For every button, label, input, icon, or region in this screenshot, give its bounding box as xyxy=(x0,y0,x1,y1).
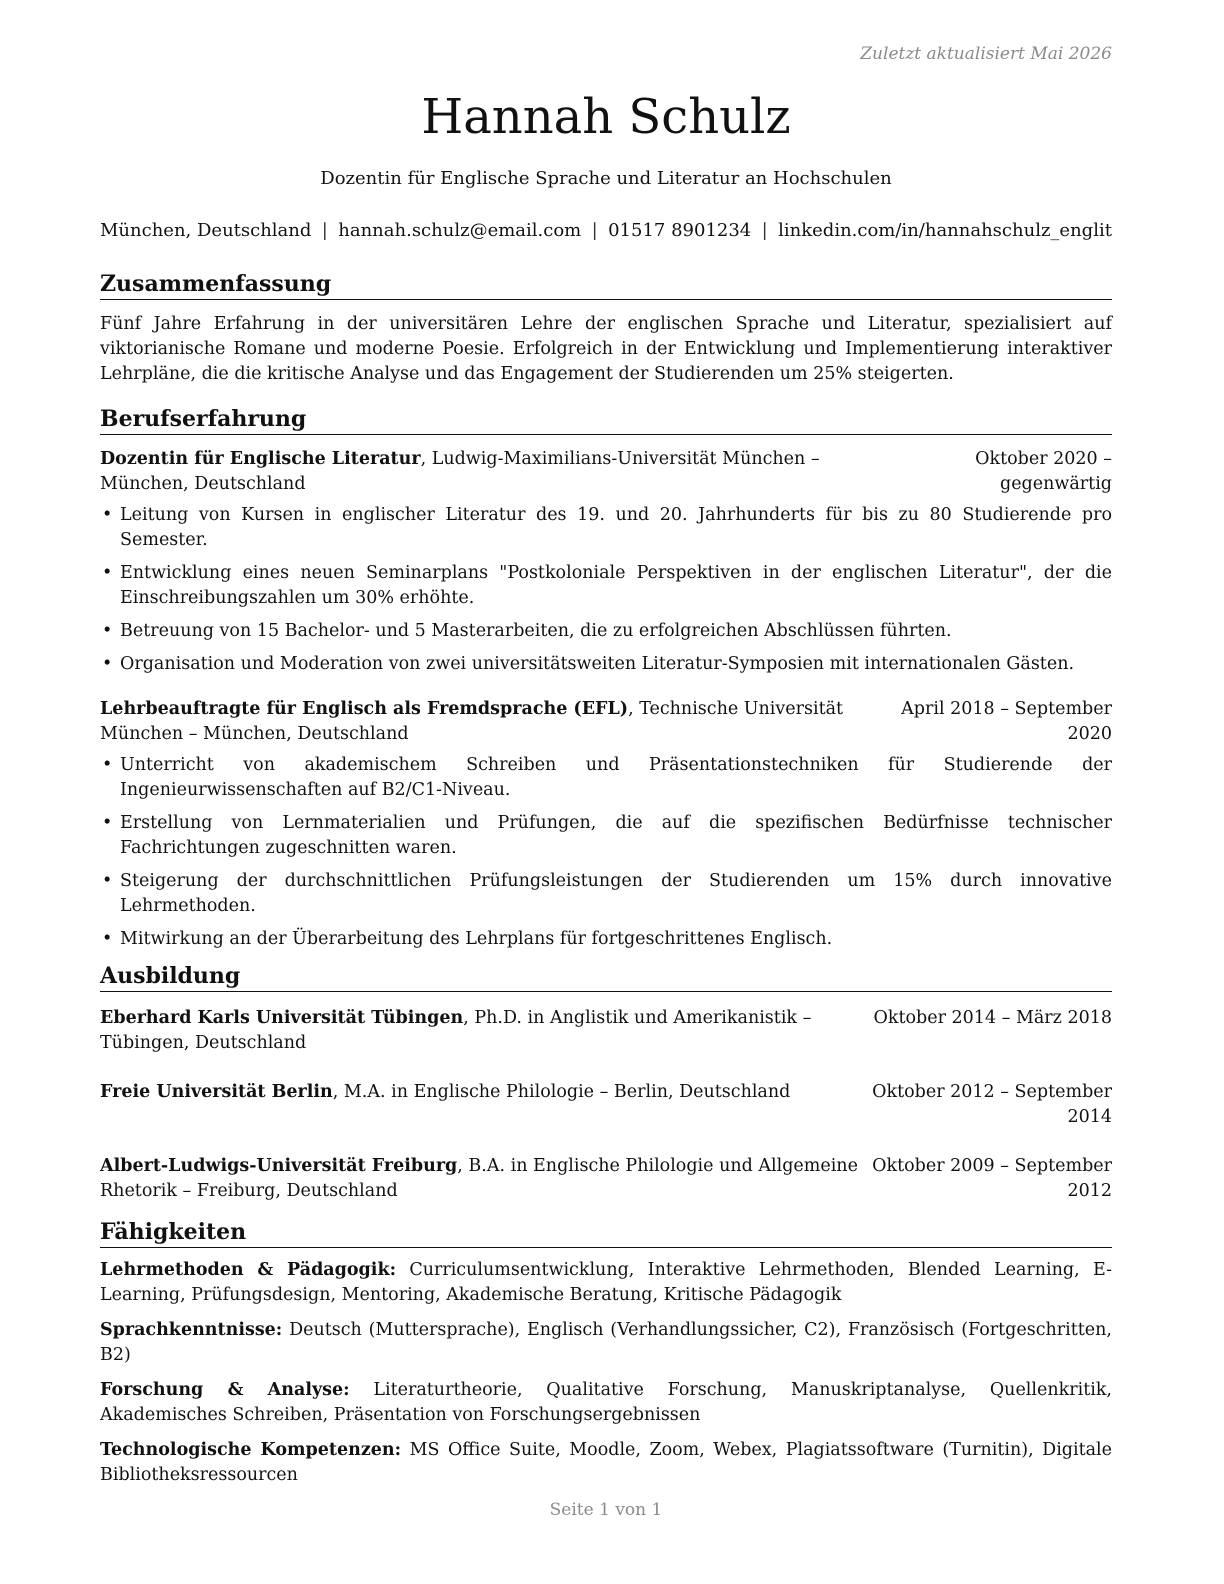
bullet-icon: • xyxy=(102,929,113,949)
job-role: Dozentin für Englische Literatur xyxy=(100,449,421,469)
job-role: Lehrbeauftragte für Englisch als Fremdsprache (EFL) xyxy=(100,699,629,719)
skill-row xyxy=(100,1438,1112,1488)
education-degree: , M.A. in Englische Philologie – Berlin, Deutschland xyxy=(332,1082,791,1102)
bullet-icon: • xyxy=(102,755,113,775)
contact-phone: 01517 8901234 xyxy=(608,220,752,241)
skill-label: Technologische Kompetenzen: xyxy=(100,1440,402,1460)
resume-content xyxy=(100,270,1112,1488)
education-degree: , B.A. in Englische Philologie und Allgemeine Rhetorik – Freiburg, Deutschland xyxy=(100,1156,858,1201)
list-item: • Leitung von Kursen in englischer Literatur des 19. und 20. Jahrhunderts für bis zu 80 Studierende pro Semester. xyxy=(102,505,1112,550)
skill-text: Deutsch (Muttersprache), Englisch (Verhandlungssicher, C2), Französisch (Fortgeschritten, B2) xyxy=(100,1320,1112,1365)
job-entry xyxy=(100,697,1112,952)
list-item: • Entwicklung eines neuen Seminarplans "Postkoloniale Perspektiven in der englischen Literatur", der die Einschreibungszahlen um 30% erhöhte. xyxy=(102,563,1112,608)
contact-line xyxy=(100,218,1112,244)
contact-separator: | xyxy=(761,220,768,241)
job-dates: Oktober 2020 – gegenwärtig xyxy=(975,449,1112,494)
list-item: • Steigerung der durchschnittlichen Prüfungsleistungen der Studierenden um 15% durch innovative Lehrmethoden. xyxy=(102,871,1112,916)
list-item: • Betreuung von 15 Bachelor- und 5 Masterarbeiten, die zu erfolgreichen Abschlüssen führten. xyxy=(100,619,1112,644)
job-dates: April 2018 – September 2020 xyxy=(901,699,1112,744)
skill-text: Literaturtheorie, Qualitative Forschung, Manuskriptanalyse, Quellenkritik, Akademisches Schreiben, Präsentation von Forschungsergebnissen xyxy=(100,1380,1112,1425)
contact-email[interactable]: hannah.schulz@email.com xyxy=(338,220,582,241)
job-header xyxy=(100,447,1112,497)
bullet-icon: • xyxy=(102,813,113,833)
skills-list xyxy=(100,1258,1112,1488)
summary-text: Fünf Jahre Erfahrung in der universitären Lehre der englischen Sprache und Literatur, spezialisiert auf viktorianische Romane und moderne Poesie. Erfolgreich in der Entwicklung und Implementierung interaktiver Lehrpläne, die die kritische Analyse und das Engagement der Studierenden um 25% steigerten. xyxy=(100,314,1112,384)
skill-label: Sprachkenntnisse: xyxy=(100,1320,283,1340)
job-entry xyxy=(100,447,1112,677)
education-school: Freie Universität Berlin xyxy=(100,1082,333,1102)
list-item: • Mitwirkung an der Überarbeitung des Lehrplans für fortgeschrittenes Englisch. xyxy=(100,927,1112,952)
skill-label: Forschung & Analyse: xyxy=(100,1380,350,1400)
skill-label: Lehrmethoden & Pädagogik: xyxy=(100,1260,397,1280)
section-title-summary: Zusammenfassung xyxy=(100,270,1112,300)
job-bullets xyxy=(100,753,1112,952)
bullet-icon: • xyxy=(102,563,113,583)
skill-row xyxy=(100,1318,1112,1368)
contact-linkedin[interactable]: linkedin.com/in/hannahschulz_englit xyxy=(778,220,1112,241)
education-entry xyxy=(100,1006,1112,1056)
job-bullets xyxy=(100,503,1112,677)
education-dates: Oktober 2009 – September 2012 xyxy=(872,1156,1112,1201)
job-employer: , Ludwig-Maximilians-Universität München – München, Deutschland xyxy=(100,449,820,494)
education-degree: , Ph.D. in Anglistik und Amerikanistik – Tübingen, Deutschland xyxy=(100,1008,812,1053)
bullet-icon: • xyxy=(102,505,113,525)
job-title: Dozentin für Englische Sprache und Literatur an Hochschulen xyxy=(320,168,892,189)
skill-text: Curriculumsentwicklung, Interaktive Lehrmethoden, Blended Learning, E-Learning, Prüfungsdesign, Mentoring, Akademische Beratung, Kritische Pädagogik xyxy=(100,1260,1112,1305)
contact-separator: | xyxy=(321,220,328,241)
section-title-skills: Fähigkeiten xyxy=(100,1218,1112,1248)
education-entry xyxy=(100,1154,1112,1204)
contact-separator: | xyxy=(591,220,598,241)
contact-location: München, Deutschland xyxy=(100,220,312,241)
bullet-icon: • xyxy=(102,621,113,641)
list-item: • Erstellung von Lernmaterialien und Prüfungen, die auf die spezifischen Bedürfnisse technischer Fachrichtungen zugeschnitten waren. xyxy=(102,813,1112,858)
education-dates: Oktober 2014 – März 2018 xyxy=(873,1008,1112,1028)
education-entry xyxy=(100,1080,1112,1130)
last-updated: Zuletzt aktualisiert Mai 2026 xyxy=(860,44,1112,64)
bullet-icon: • xyxy=(102,871,113,891)
education-dates: Oktober 2012 – September 2014 xyxy=(872,1082,1112,1127)
education-school: Eberhard Karls Universität Tübingen xyxy=(100,1008,464,1028)
job-header xyxy=(100,697,1112,747)
section-title-experience: Berufserfahrung xyxy=(100,405,1112,435)
section-title-education: Ausbildung xyxy=(100,962,1112,992)
list-item: • Organisation und Moderation von zwei universitätsweiten Literatur-Symposien mit internationalen Gästen. xyxy=(100,652,1112,677)
page-number: Seite 1 von 1 xyxy=(549,1500,663,1520)
skill-row xyxy=(100,1258,1112,1308)
skill-row xyxy=(100,1378,1112,1428)
skill-text: MS Office Suite, Moodle, Zoom, Webex, Plagiatssoftware (Turnitin), Digitale Bibliotheksressourcen xyxy=(100,1440,1113,1485)
person-name: Hannah Schulz xyxy=(421,89,791,145)
job-employer: , Technische Universität München – München, Deutschland xyxy=(100,699,844,744)
list-item: • Unterricht von akademischem Schreiben und Präsentationstechniken für Studierende der Ingenieurwissenschaften auf B2/C1-Niveau. xyxy=(102,755,1112,800)
education-school: Albert-Ludwigs-Universität Freiburg xyxy=(100,1156,458,1176)
bullet-icon: • xyxy=(102,654,113,674)
